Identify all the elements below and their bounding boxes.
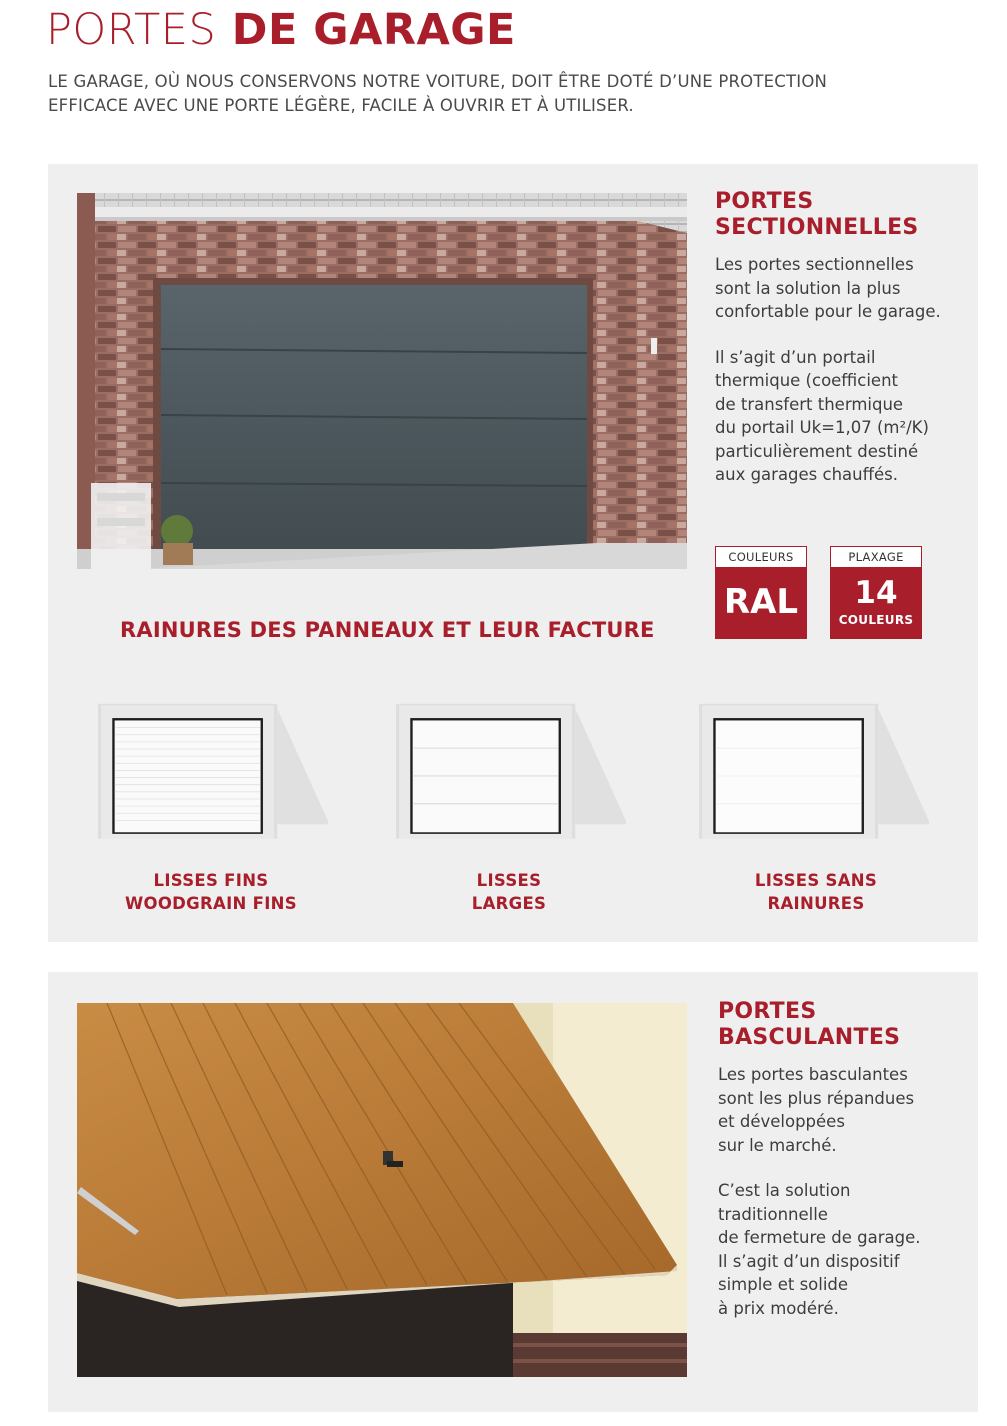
sectional-door-photo bbox=[77, 193, 687, 569]
title-light: PORTES bbox=[46, 5, 217, 55]
text-line: Il s’agit d’un portail bbox=[715, 347, 876, 367]
caption-line: LISSES FINS bbox=[153, 871, 269, 890]
caption-line: WOODGRAIN FINS bbox=[125, 894, 297, 913]
tilting-door-photo bbox=[77, 1003, 687, 1377]
caption-line: LARGES bbox=[471, 894, 547, 913]
grooves-heading: RAINURES DES PANNEAUX ET LEUR FACTURE bbox=[120, 618, 655, 642]
sectional-description bbox=[715, 189, 965, 487]
text-line: du portail Uk=1,07 (m²/K) bbox=[715, 418, 929, 437]
intro-text bbox=[48, 70, 948, 117]
intro-line: LE GARAGE, OÙ NOUS CONSERVONS NOTRE VOITURE, DOIT ÊTRE DOTÉ D’UNE PROTECTION bbox=[48, 72, 828, 91]
badge-label: COULEURS bbox=[728, 550, 794, 564]
text-line: Les portes sectionnelles bbox=[715, 255, 914, 274]
caption-line: LISSES SANS bbox=[754, 871, 878, 890]
text-line: thermique (coefficient bbox=[715, 371, 898, 390]
text-line: Il s’agit d’un dispositif bbox=[718, 1251, 900, 1271]
badge-value: RAL bbox=[716, 567, 806, 638]
text-line: C’est la solution bbox=[718, 1181, 851, 1200]
text-line: simple et solide bbox=[718, 1275, 849, 1294]
text-line: de transfert thermique bbox=[715, 394, 904, 414]
text-line: de fermeture de garage. bbox=[718, 1228, 921, 1247]
door-fine-grooves-image bbox=[98, 686, 328, 858]
text-line: aux garages chauffés. bbox=[715, 465, 898, 484]
badge-plaxage bbox=[830, 546, 922, 639]
title-bold: DE GARAGE bbox=[231, 5, 516, 55]
text-line: Les portes basculantes bbox=[718, 1065, 908, 1084]
sectional-title bbox=[715, 189, 965, 241]
door-no-grooves-image bbox=[699, 686, 929, 858]
text-line: sont les plus répandues bbox=[718, 1088, 915, 1108]
tilting-paragraph-1 bbox=[718, 1063, 968, 1157]
badge-ral-colors bbox=[715, 546, 807, 639]
sectional-paragraph-1 bbox=[715, 253, 965, 324]
page-title bbox=[46, 4, 516, 56]
tilting-paragraph-2 bbox=[718, 1179, 968, 1320]
caption-line: RAINURES bbox=[767, 894, 865, 913]
text-line: particulièrement destiné bbox=[715, 441, 919, 461]
sectional-paragraph-2 bbox=[715, 346, 965, 487]
sectional-title-line: PORTES bbox=[715, 189, 814, 214]
text-line: à prix modéré. bbox=[718, 1298, 839, 1318]
tilting-description bbox=[718, 999, 968, 1320]
caption-line: LISSES bbox=[476, 871, 542, 890]
badge-number-label: COULEURS bbox=[838, 613, 914, 627]
badge-label: PLAXAGE bbox=[848, 550, 904, 564]
badge-number: 14 bbox=[854, 575, 898, 611]
sectional-title-line: SECTIONNELLES bbox=[715, 215, 919, 240]
text-line: et développées bbox=[718, 1112, 845, 1131]
text-line: sont la solution la plus bbox=[715, 278, 901, 298]
door-no-grooves-caption bbox=[699, 869, 933, 915]
text-line: sur le marché. bbox=[718, 1135, 837, 1155]
door-wide-grooves-caption bbox=[396, 869, 622, 915]
tilting-title-line: BASCULANTES bbox=[718, 1025, 901, 1050]
door-wide-grooves-image bbox=[396, 686, 626, 858]
badge-value bbox=[831, 567, 921, 638]
text-line: confortable pour le garage. bbox=[715, 302, 941, 321]
tilting-title-line: PORTES bbox=[718, 999, 817, 1024]
intro-line: EFFICACE AVEC UNE PORTE LÉGÈRE, FACILE À OUVRIR ET À UTILISER. bbox=[48, 95, 634, 115]
door-fine-grooves-caption bbox=[98, 869, 324, 915]
tilting-title bbox=[718, 999, 968, 1051]
text-line: traditionnelle bbox=[718, 1204, 828, 1224]
